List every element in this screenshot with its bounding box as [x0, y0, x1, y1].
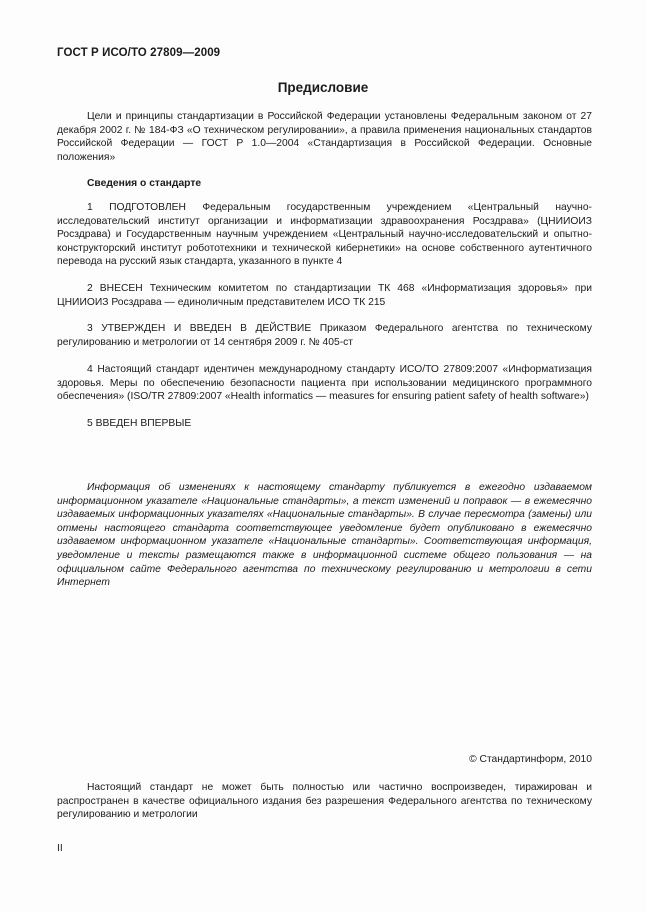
item-submitted: 2 ВНЕСЕН Техническим комитетом по стандартизации ТК 468 «Информатизация здоровья» при ЦНИИОИЗ Росздрава — единоличным представителем ИСО ТК 215	[57, 283, 592, 308]
item-identical: 4 Настоящий стандарт идентичен международному стандарту ИСО/ТО 27809:2007 «Информатизация здоровья. Меры по обеспечению безопасности пациента при использовании медицинского программного обеспечения» (ISO/TR 27809:2007 «Health informatics — measures for ensuring patient safety of health software»)	[57, 364, 592, 403]
notice-paragraph: Информация об изменениях к настоящему стандарту публикуется в ежегодно издаваемом информационном указателе «Национальные стандарты», а текст изменений и поправок — в ежемесячно издаваемых информационных указателях «Национальные стандарты». В случае пересмотра (замены) или отмены настоящего стандарта соответствующее уведомление будет опубликовано в ежемесячно издаваемом информационном указателе «Национальные стандарты». Соответствующая информация, уведомление и тексты размещаются также в информационной системе общего пользования — на официальном сайте Федерального агентства по техническому регулированию и метрологии в сети Интернет	[57, 482, 592, 589]
info-heading: Сведения о стандарте	[87, 178, 202, 189]
item-first-introduced: 5 ВВЕДЕН ВПЕРВЫЕ	[87, 418, 192, 429]
section-title: Предисловие	[277, 80, 369, 95]
copyright: © Стандартинформ, 2010	[469, 754, 592, 765]
reproduction-notice: Настоящий стандарт не может быть полностью или частично воспроизведен, тиражирован и распространен в качестве официального издания без разрешения Федерального агентства по техническому регулированию и метрологии	[57, 782, 592, 821]
intro-paragraph: Цели и принципы стандартизации в Российской Федерации установлены Федеральным законом от 27 декабря 2002 г. № 184-ФЗ «О техническом регулировании», а правила применения национальных стандартов Российской Федерации — ГОСТ Р 1.0—2004 «Стандартизация в Российской Федерации. Основные положения»	[57, 111, 592, 163]
item-approved: 3 УТВЕРЖДЕН И ВВЕДЕН В ДЕЙСТВИЕ Приказом Федерального агентства по техническому регулированию и метрологии от 14 сентября 2009 г. № 405-ст	[57, 323, 592, 348]
document-header: ГОСТ Р ИСО/ТО 27809—2009	[57, 47, 221, 59]
item-prepared: 1 ПОДГОТОВЛЕН Федеральным государственным учреждением «Центральный научно-исследовательский институт организации и информатизации здравоохранения Росздрава» (ЦНИИОИЗ Росздрава) и Государственным научным учреждением «Центральный научно-исследовательский и опытно-конструкторский институт робототехники и технической кибернетики» на основе собственного аутентичного перевода на русский язык стандарта, указанного в пункте 4	[57, 202, 592, 268]
page-number: II	[57, 843, 63, 854]
